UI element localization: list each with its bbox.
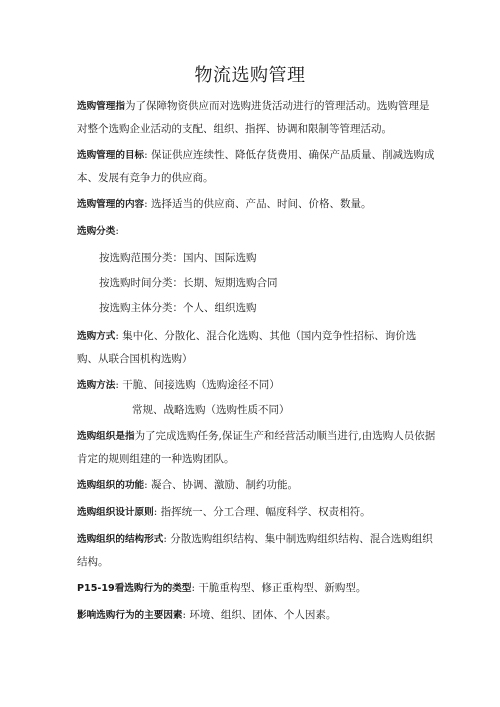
approach-text: : 干脆、间接选购（选购途径不同）: [115, 379, 280, 391]
approach-label: 选购方法: [77, 380, 116, 391]
methods-text: : 集中化、分散化、混合化选购、其他（国内竞争性招标、询价选购、从联合国机构选购）: [77, 330, 417, 365]
classification-heading: [77, 220, 437, 243]
definition-label: 选购管理指: [77, 101, 125, 112]
content-paragraph: [77, 193, 437, 216]
classification-colon: :: [115, 225, 119, 237]
page-title: 物流选购管理: [194, 65, 306, 86]
organization-paragraph: [77, 425, 437, 470]
factors-paragraph: [77, 604, 437, 627]
structure-paragraph: [77, 528, 437, 573]
methods-paragraph: [77, 325, 437, 370]
classification-list: [77, 247, 437, 319]
content-text: : 选择适当的供应商、产品、时间、价格、数量。: [144, 198, 372, 210]
content-label: 选购管理的内容: [77, 199, 145, 210]
behavior-types-label: P15-19看选购行为的类型: [77, 583, 192, 594]
functions-paragraph: [77, 474, 437, 497]
behavior-types-paragraph: [77, 577, 437, 600]
principles-text: : 指挥统一、分工合理、幅度科学、权责相符。: [153, 506, 371, 518]
principles-label: 选购组织设计原则: [77, 507, 154, 518]
organization-text: 为了完成选购任务,保证生产和经营活动顺当进行,由选购人员依据肯定的规则组建的一种选购团队。: [77, 430, 436, 465]
structure-label: 选购组织的结构形式: [77, 534, 164, 545]
goal-paragraph: [77, 144, 437, 189]
principles-paragraph: [77, 501, 437, 524]
factors-label: 影响选购行为的主要因素: [77, 610, 183, 621]
classification-label: 选购分类: [77, 226, 116, 237]
structure-text: : 分散选购组织结构、集中制选购组织结构、混合选购组织结构。: [77, 533, 433, 568]
list-item: 按选购时间分类：长期、短期选购合同: [99, 277, 278, 289]
methods-label: 选购方式: [77, 331, 116, 342]
approach-paragraph: [77, 374, 437, 397]
definition-paragraph: [77, 95, 437, 140]
behavior-types-text: : 干脆重构型、修正重构型、新购型。: [191, 582, 367, 594]
list-item: 按选购主体分类：个人、组织选购: [99, 302, 257, 314]
goal-label: 选购管理的目标: [77, 150, 145, 161]
functions-text: : 凝合、协调、激励、制约功能。: [144, 479, 299, 491]
definition-text: 为了保障物资供应而对选购进货活动进行的管理活动。选购管理是对整个选购企业活动的支配、组织、指挥、协调和限制等管理活动。: [77, 100, 430, 135]
factors-text: : 环境、组织、团体、个人因素。: [182, 609, 337, 621]
approach-line2: 常规、战略选购（选购性质不同）: [132, 404, 290, 416]
list-item: 按选购范围分类：国内、国际选购: [99, 252, 257, 264]
document-body: [77, 95, 437, 631]
functions-label: 选购组织的功能: [77, 480, 145, 491]
organization-label: 选购组织是指: [77, 431, 135, 442]
goal-text: : 保证供应连续性、降低存货费用、确保产品质量、削减选购成本、发展有竞争力的供应商。: [77, 149, 435, 184]
